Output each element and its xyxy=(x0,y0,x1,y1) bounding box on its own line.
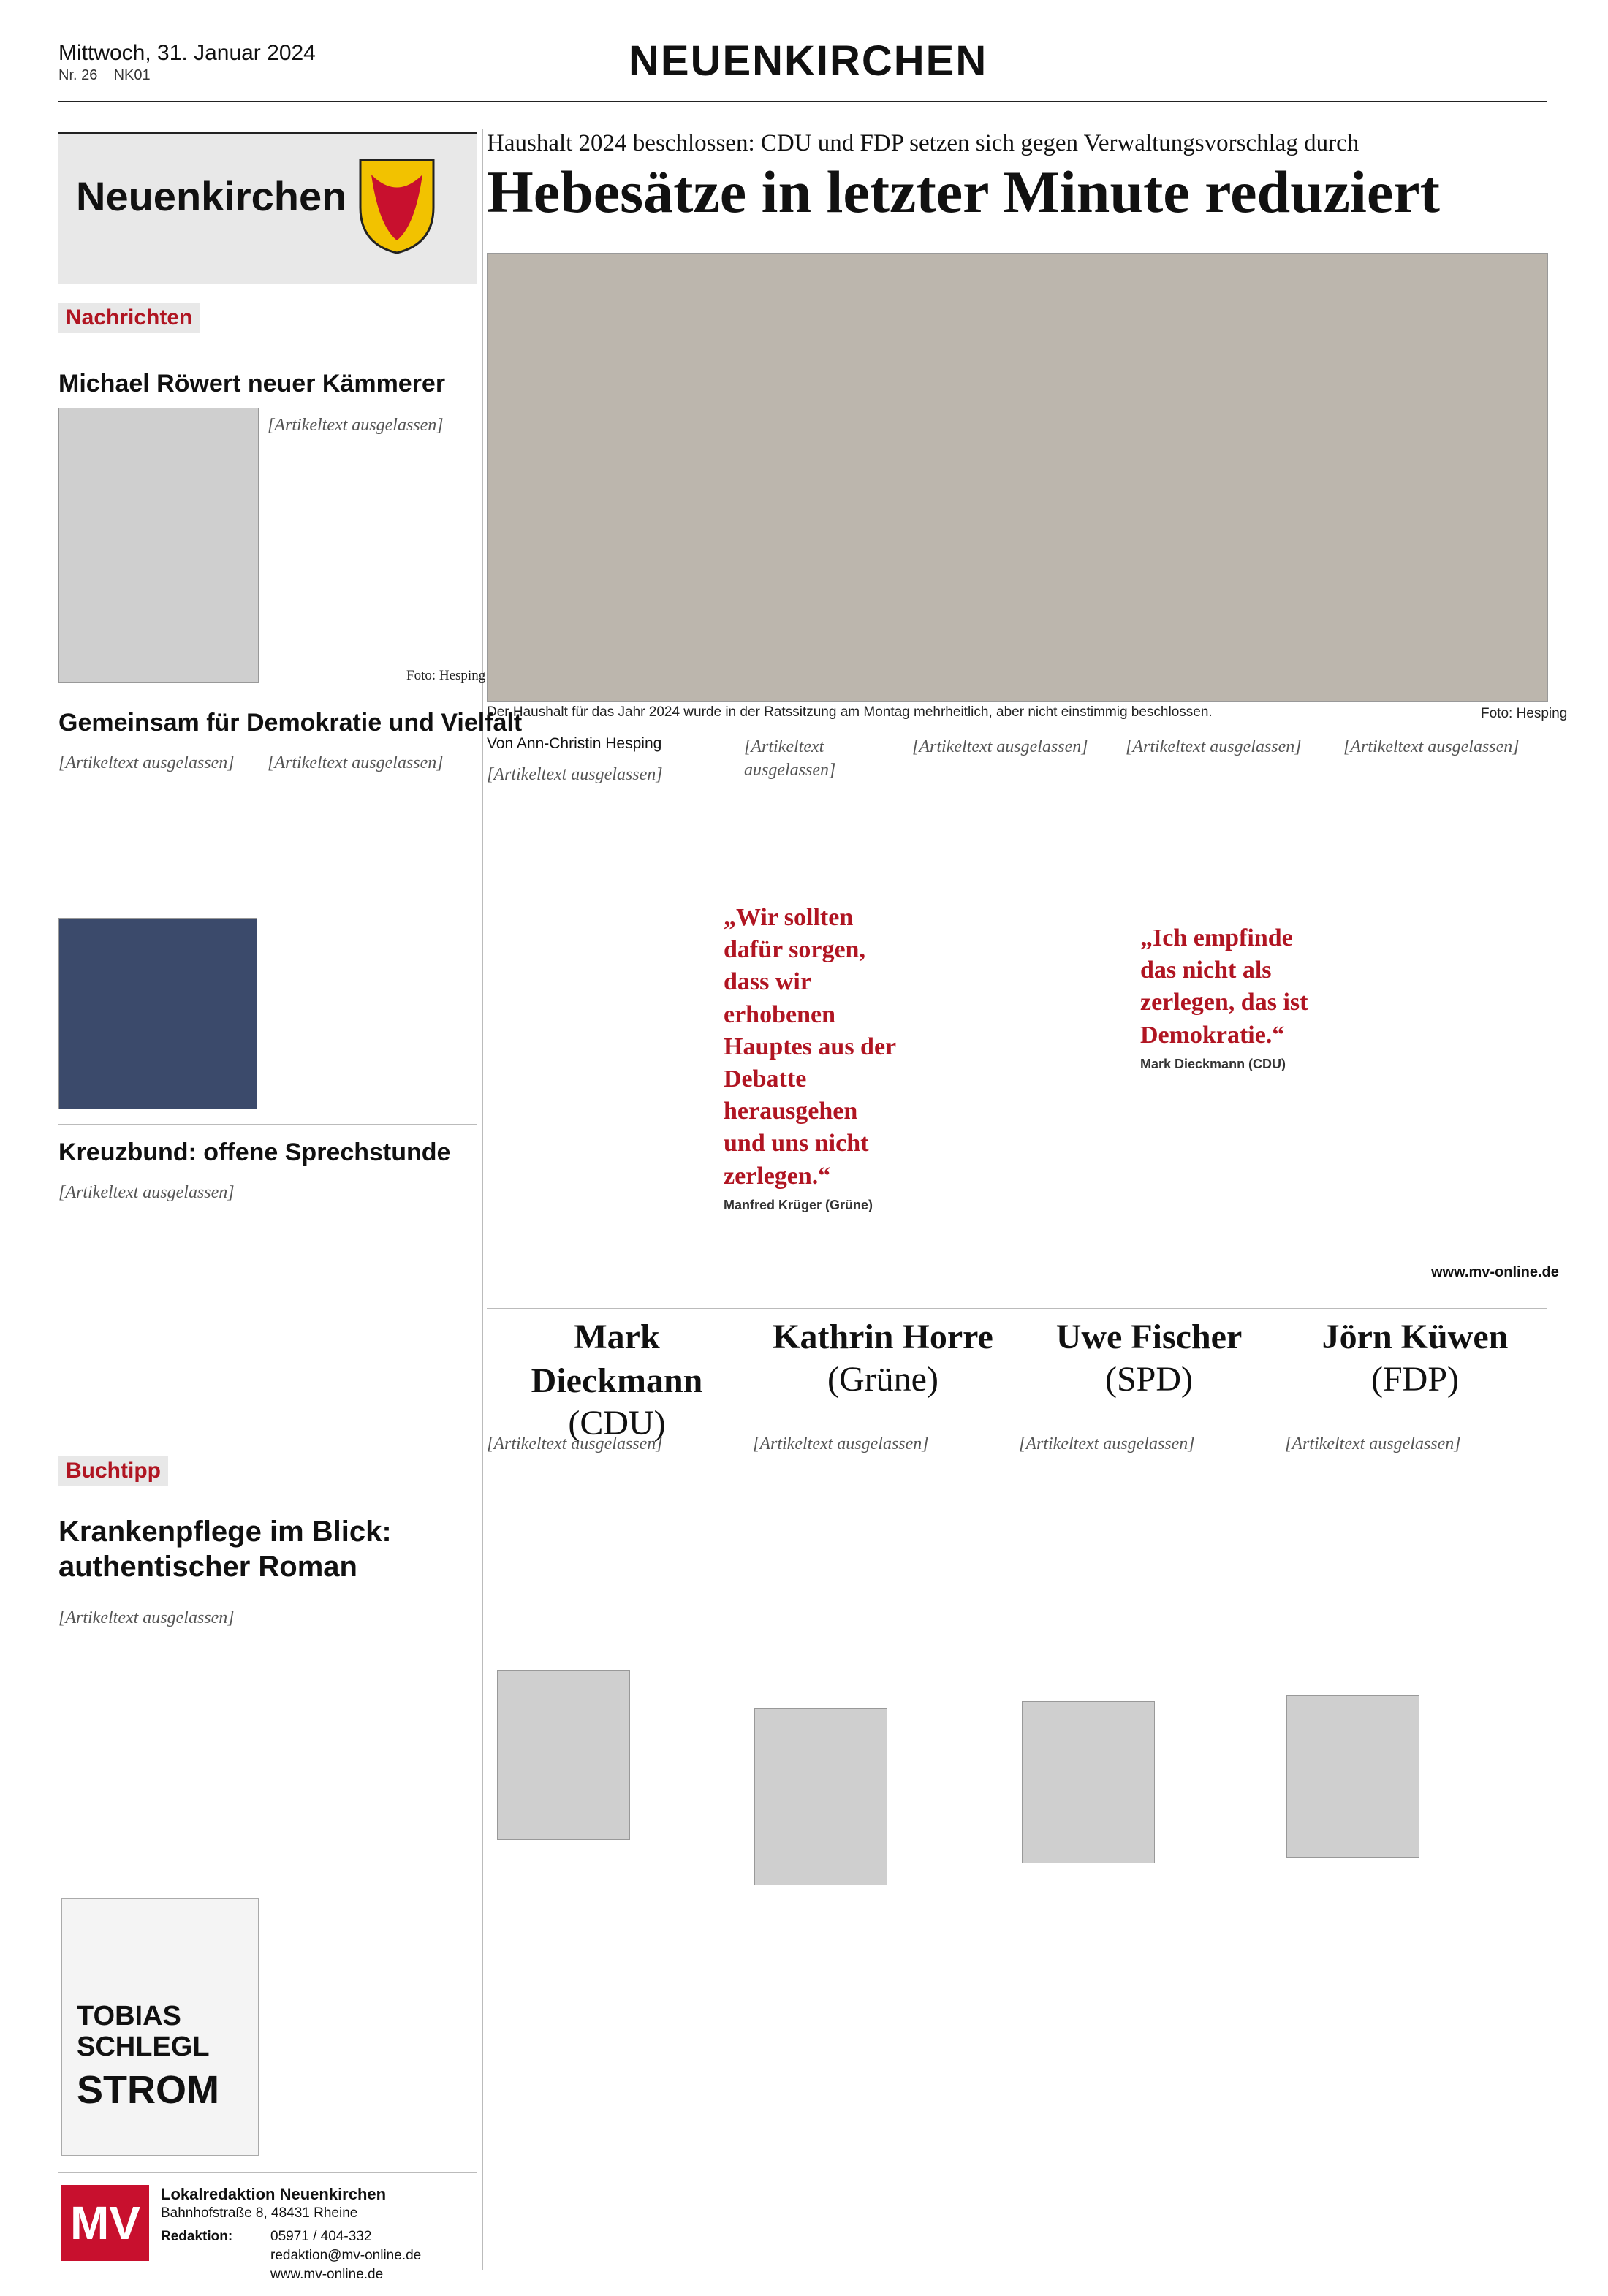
story-body-kreuzbund: [Artikeltext ausgelassen] xyxy=(58,1183,235,1202)
speaker-photo-kuewen xyxy=(1286,1695,1419,1858)
pull-quote-author: Mark Dieckmann (CDU) xyxy=(1140,1056,1286,1071)
speaker-name: Jörn Küwen xyxy=(1321,1318,1509,1356)
article-body-col1: [Artikeltext ausgelassen] xyxy=(487,765,663,784)
story-headline-demokratie: Gemeinsam für Demokratie und Vielfalt xyxy=(58,709,523,737)
column-divider xyxy=(482,129,483,2270)
issue-number xyxy=(58,67,151,84)
mv-logo: MV xyxy=(61,2185,149,2261)
article-body-col2: [Artikeltext ausgelassen] xyxy=(744,737,836,780)
redaktion-name: Lokalredaktion Neuenkirchen xyxy=(161,2185,387,2203)
pull-quote-text: „Wir sollten dafür sorgen, dass wir erhobenen Hauptes aus der Debatte herausgehen und uns nicht zerlegen.“ xyxy=(724,904,896,1190)
book-cover-title: STROM xyxy=(77,2068,219,2112)
book-headline: Krankenpflege im Blick: authentischer Roman xyxy=(58,1516,392,1583)
email-link[interactable]: redaktion@mv-online.de xyxy=(270,2248,422,2263)
divider xyxy=(487,1308,1547,1309)
speaker-party: (SPD) xyxy=(1104,1360,1194,1399)
story-body-demokratie: [Artikeltext ausgelassen] xyxy=(58,753,235,772)
local-title: Neuenkirchen xyxy=(76,173,347,219)
speech-column-fdp xyxy=(1285,1315,1545,1399)
phone-text: 05971 / 404-332 xyxy=(270,2229,372,2244)
masthead-divider xyxy=(58,101,1547,102)
photo-credit: Foto: Hesping xyxy=(1481,706,1568,721)
book-review-body: [Artikeltext ausgelassen] xyxy=(58,1608,235,1627)
speech-body-cdu: [Artikeltext ausgelassen] xyxy=(487,1434,663,1453)
portrait-photo xyxy=(58,408,259,683)
byline: Von Ann-Christin Hesping xyxy=(487,735,662,752)
story-body-kaemmerer: [Artikeltext ausgelassen] xyxy=(268,416,444,435)
divider xyxy=(58,2172,477,2173)
photo-credit: Foto: Hesping xyxy=(406,668,486,683)
issue-nr: Nr. 26 xyxy=(58,67,98,83)
speaker-name: Uwe Fischer xyxy=(1055,1318,1243,1356)
story-body-demokratie-cont: [Artikeltext ausgelassen] xyxy=(268,753,444,772)
redaktion-label: Redaktion: xyxy=(161,2229,233,2244)
photo-caption: Der Haushalt für das Jahr 2024 wurde in der Ratssitzung am Montag mehrheitlich, aber nicht einstimmig beschlossen. xyxy=(487,704,1213,720)
book-cover-image xyxy=(61,1898,259,2156)
speaker-name: Kathrin Horre xyxy=(773,1318,993,1356)
speech-column-spd xyxy=(1019,1315,1279,1399)
website-link[interactable]: www.mv-online.de xyxy=(270,2267,384,2282)
pull-quote-krueger xyxy=(724,902,899,1214)
article-body-col5: [Artikeltext ausgelassen] xyxy=(1343,737,1520,756)
speaker-party: (Grüne) xyxy=(827,1360,938,1399)
speech-body-fdp: [Artikeltext ausgelassen] xyxy=(1285,1434,1461,1453)
article-kicker: Haushalt 2024 beschlossen: CDU und FDP setzen sich gegen Verwaltungsvorschlag durch xyxy=(487,130,1359,156)
article-body-col3: [Artikeltext ausgelassen] xyxy=(912,737,1088,756)
pull-quote-dieckmann xyxy=(1140,922,1330,1073)
section-label-news: Nachrichten xyxy=(58,303,200,333)
story-headline-kreuzbund: Kreuzbund: offene Sprechstunde xyxy=(58,1139,451,1166)
speaker-photo-dieckmann xyxy=(497,1670,630,1840)
article-body-col4: [Artikeltext ausgelassen] xyxy=(1126,737,1302,756)
story-headline-kaemmerer: Michael Röwert neuer Kämmerer xyxy=(58,370,446,398)
coat-of-arms-icon xyxy=(357,156,437,256)
pull-quote-text: „Ich empfinde das nicht als zerlegen, das ist Demokratie.“ xyxy=(1140,924,1308,1049)
speech-body-gruene: [Artikeltext ausgelassen] xyxy=(753,1434,929,1453)
redaktion-address: Bahnhofstraße 8, 48431 Rheine xyxy=(161,2205,358,2221)
speaker-photo-horre xyxy=(754,1708,887,1885)
divider xyxy=(58,1124,477,1125)
pull-quote-author: Manfred Krüger (Grüne) xyxy=(724,1197,873,1212)
page-title: NEUENKIRCHEN xyxy=(629,37,988,85)
edition-code: NK01 xyxy=(113,67,151,83)
event-poster-image xyxy=(58,918,257,1109)
web-reference[interactable]: www.mv-online.de xyxy=(1431,1264,1559,1280)
speaker-name: Mark Dieckmann xyxy=(531,1318,703,1400)
speech-column-cdu xyxy=(487,1315,747,1443)
council-meeting-photo xyxy=(487,253,1548,702)
book-cover-author: TOBIAS SCHLEGL xyxy=(77,2001,210,2062)
section-label-buchtipp: Buchtipp xyxy=(58,1456,168,1486)
speaker-party: (FDP) xyxy=(1370,1360,1460,1399)
speaker-party: (CDU) xyxy=(568,1404,666,1442)
speech-column-gruene xyxy=(753,1315,1013,1399)
speaker-photo-fischer xyxy=(1022,1701,1155,1863)
article-headline: Hebesätze in letzter Minute reduziert xyxy=(487,159,1440,225)
issue-date: Mittwoch, 31. Januar 2024 xyxy=(58,41,316,65)
speech-body-spd: [Artikeltext ausgelassen] xyxy=(1019,1434,1195,1453)
